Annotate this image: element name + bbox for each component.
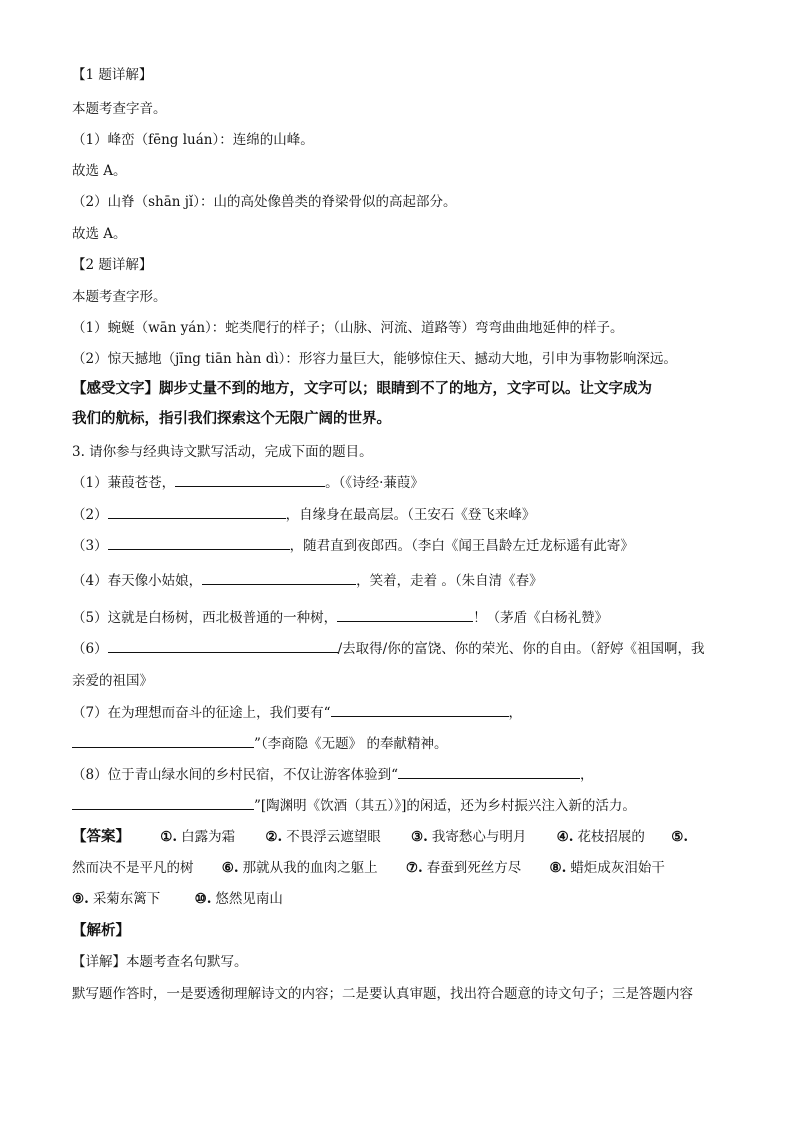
q1-intro: 本题考查字音。: [72, 101, 167, 117]
answer-item: [222, 859, 378, 877]
item-text: ”[陶渊明《饮酒（其五）》]的闲适，还为乡村振兴注入新的活力。: [254, 798, 636, 814]
blank[interactable]: [202, 572, 356, 585]
blank[interactable]: [72, 797, 254, 810]
q3-item6: [72, 640, 704, 658]
blank[interactable]: [108, 640, 338, 653]
item-text: （6）: [72, 641, 108, 657]
item-text: （7）在为理想而奋斗的征途上，我们要有“: [72, 705, 331, 721]
q2-intro: 本题考查字形。: [72, 289, 167, 305]
feel-line1: 【感受文字】脚步丈量不到的地方，文字可以；眼睛到不了的地方，文字可以。让文字成为: [72, 380, 652, 397]
item-text: ，随君直到夜郎西。（李白《闻王昌龄左迁龙标遥有此寄》: [289, 538, 634, 554]
answer-num: ②.: [265, 829, 283, 845]
q1-choice1: 故选 A。: [72, 163, 127, 179]
blank[interactable]: [175, 474, 325, 487]
answer-num: ④.: [556, 829, 574, 845]
item-text: /去取得/你的富饶、你的荣光、你的自由。（舒婷《祖国啊，我: [337, 641, 705, 657]
q2-header: 【2 题详解】: [72, 257, 153, 273]
q3-item5: [72, 609, 608, 627]
answer-text: 不畏浮云遮望眼: [286, 829, 381, 845]
answer-item: [406, 859, 521, 877]
answer-text: 蜡炬成灰泪始干: [570, 860, 665, 876]
blank[interactable]: [72, 735, 254, 748]
answer-num: ⑩.: [194, 891, 212, 907]
item-text: （3）: [72, 538, 108, 554]
item-text: （1）蒹葭苍苍，: [72, 475, 176, 491]
blank[interactable]: [337, 609, 473, 622]
blank[interactable]: [398, 766, 580, 779]
item-text: ”（李商隐《无题》 的奉献精神。: [254, 736, 448, 752]
item-text: ！（茅盾《白杨礼赞》: [473, 610, 609, 626]
q3-item2: [72, 506, 535, 524]
answer-item: [72, 859, 194, 877]
answer-text: 我寄愁心与明月: [431, 829, 527, 845]
answer-num: ①.: [160, 829, 178, 845]
answer-num: ⑥.: [221, 860, 239, 876]
answer-text: 采菊东篱下: [92, 891, 161, 907]
blank[interactable]: [331, 704, 509, 717]
q1-choice2: 故选 A。: [72, 226, 127, 242]
q3-item3: [72, 537, 634, 555]
q3-stem: 3. 请你参与经典诗文默写活动，完成下面的题目。: [72, 444, 373, 460]
answer-item: [265, 828, 380, 846]
answer-item: [72, 890, 160, 908]
answer-line3: [72, 890, 283, 908]
blank[interactable]: [108, 537, 290, 550]
answer-item: [557, 828, 645, 846]
q1-item2: （2）山脊（shān jǐ）：山的高处像兽类的脊梁骨似的高起部分。: [72, 194, 457, 210]
q2-item2: （2）惊天撼地（jīng tiān hàn dì）：形容力量巨大，能够惊住天、撼动大地，引申为事物影响深远。: [72, 351, 677, 367]
analysis-body: 默写题作答时，一是要透彻理解诗文的内容；二是要认真审题，找出符合题意的诗文句子；三是答题内容: [72, 986, 693, 1002]
answer-item: [411, 828, 526, 846]
q3-item1: [72, 474, 424, 492]
q1-item1: （1）峰峦（fēng luán）：连绵的山峰。: [72, 132, 314, 148]
item-text: 。（《诗经·蒹葭》: [325, 475, 424, 491]
answer-line2: [72, 859, 665, 877]
answer-num: ⑤.: [671, 829, 689, 845]
answer-text: 白露为霜: [181, 829, 236, 845]
answer-text: 然而决不是平凡的树: [72, 860, 194, 876]
item-text: ，: [508, 705, 522, 721]
q3-item8: [72, 766, 594, 784]
answer-text: 那就从我的血肉之躯上: [242, 860, 378, 876]
item-text: ，笑着，走着 。（朱自清《春》: [356, 573, 543, 589]
answer-item: [671, 828, 692, 846]
blank[interactable]: [108, 506, 286, 519]
feel-line2: 我们的航标，指引我们探索这个无限广阔的世界。: [72, 410, 391, 427]
q3-item8-cont: [72, 797, 636, 815]
answer-text: 春蚕到死丝方尽: [426, 860, 522, 876]
answer-text: 花枝招展的: [577, 829, 645, 845]
answer-label: 【答案】: [72, 828, 130, 845]
answer-num: ③.: [411, 829, 428, 845]
item-text: （5）这就是白杨树，西北极普通的一种树，: [72, 610, 338, 626]
answer-item: [195, 890, 283, 908]
answer-num: ⑧.: [549, 860, 567, 876]
answer-item: [160, 828, 235, 846]
q3-item4: [72, 572, 543, 590]
answer-item: [550, 859, 665, 877]
q3-item6-cont: 亲爱的祖国》: [72, 673, 153, 689]
answer-num: ⑦.: [405, 860, 423, 876]
q1-header: 【1 题详解】: [72, 67, 153, 83]
item-text: （2）: [72, 507, 108, 523]
q2-item1: （1）蜿蜒（wān yán）：蛇类爬行的样子；（山脉、河流、道路等）弯弯曲曲地延伸的样子。: [72, 320, 624, 336]
q3-item7-cont: [72, 735, 447, 753]
answer-text: 悠然见南山: [215, 891, 283, 907]
item-text: （4）春天像小姑娘，: [72, 573, 203, 589]
answer-line1: [72, 828, 692, 846]
analysis-label: 【解析】: [72, 922, 130, 939]
q3-item7: [72, 704, 522, 722]
analysis-detail: 【详解】本题考查名句默写。: [72, 954, 248, 970]
answer-num: ⑨.: [72, 891, 89, 907]
item-text: ，: [580, 767, 594, 783]
item-text: ，自缘身在最高层。（王安石《登飞来峰》: [285, 507, 536, 523]
item-text: （8）位于青山绿水间的乡村民宿，不仅让游客体验到“: [72, 767, 398, 783]
